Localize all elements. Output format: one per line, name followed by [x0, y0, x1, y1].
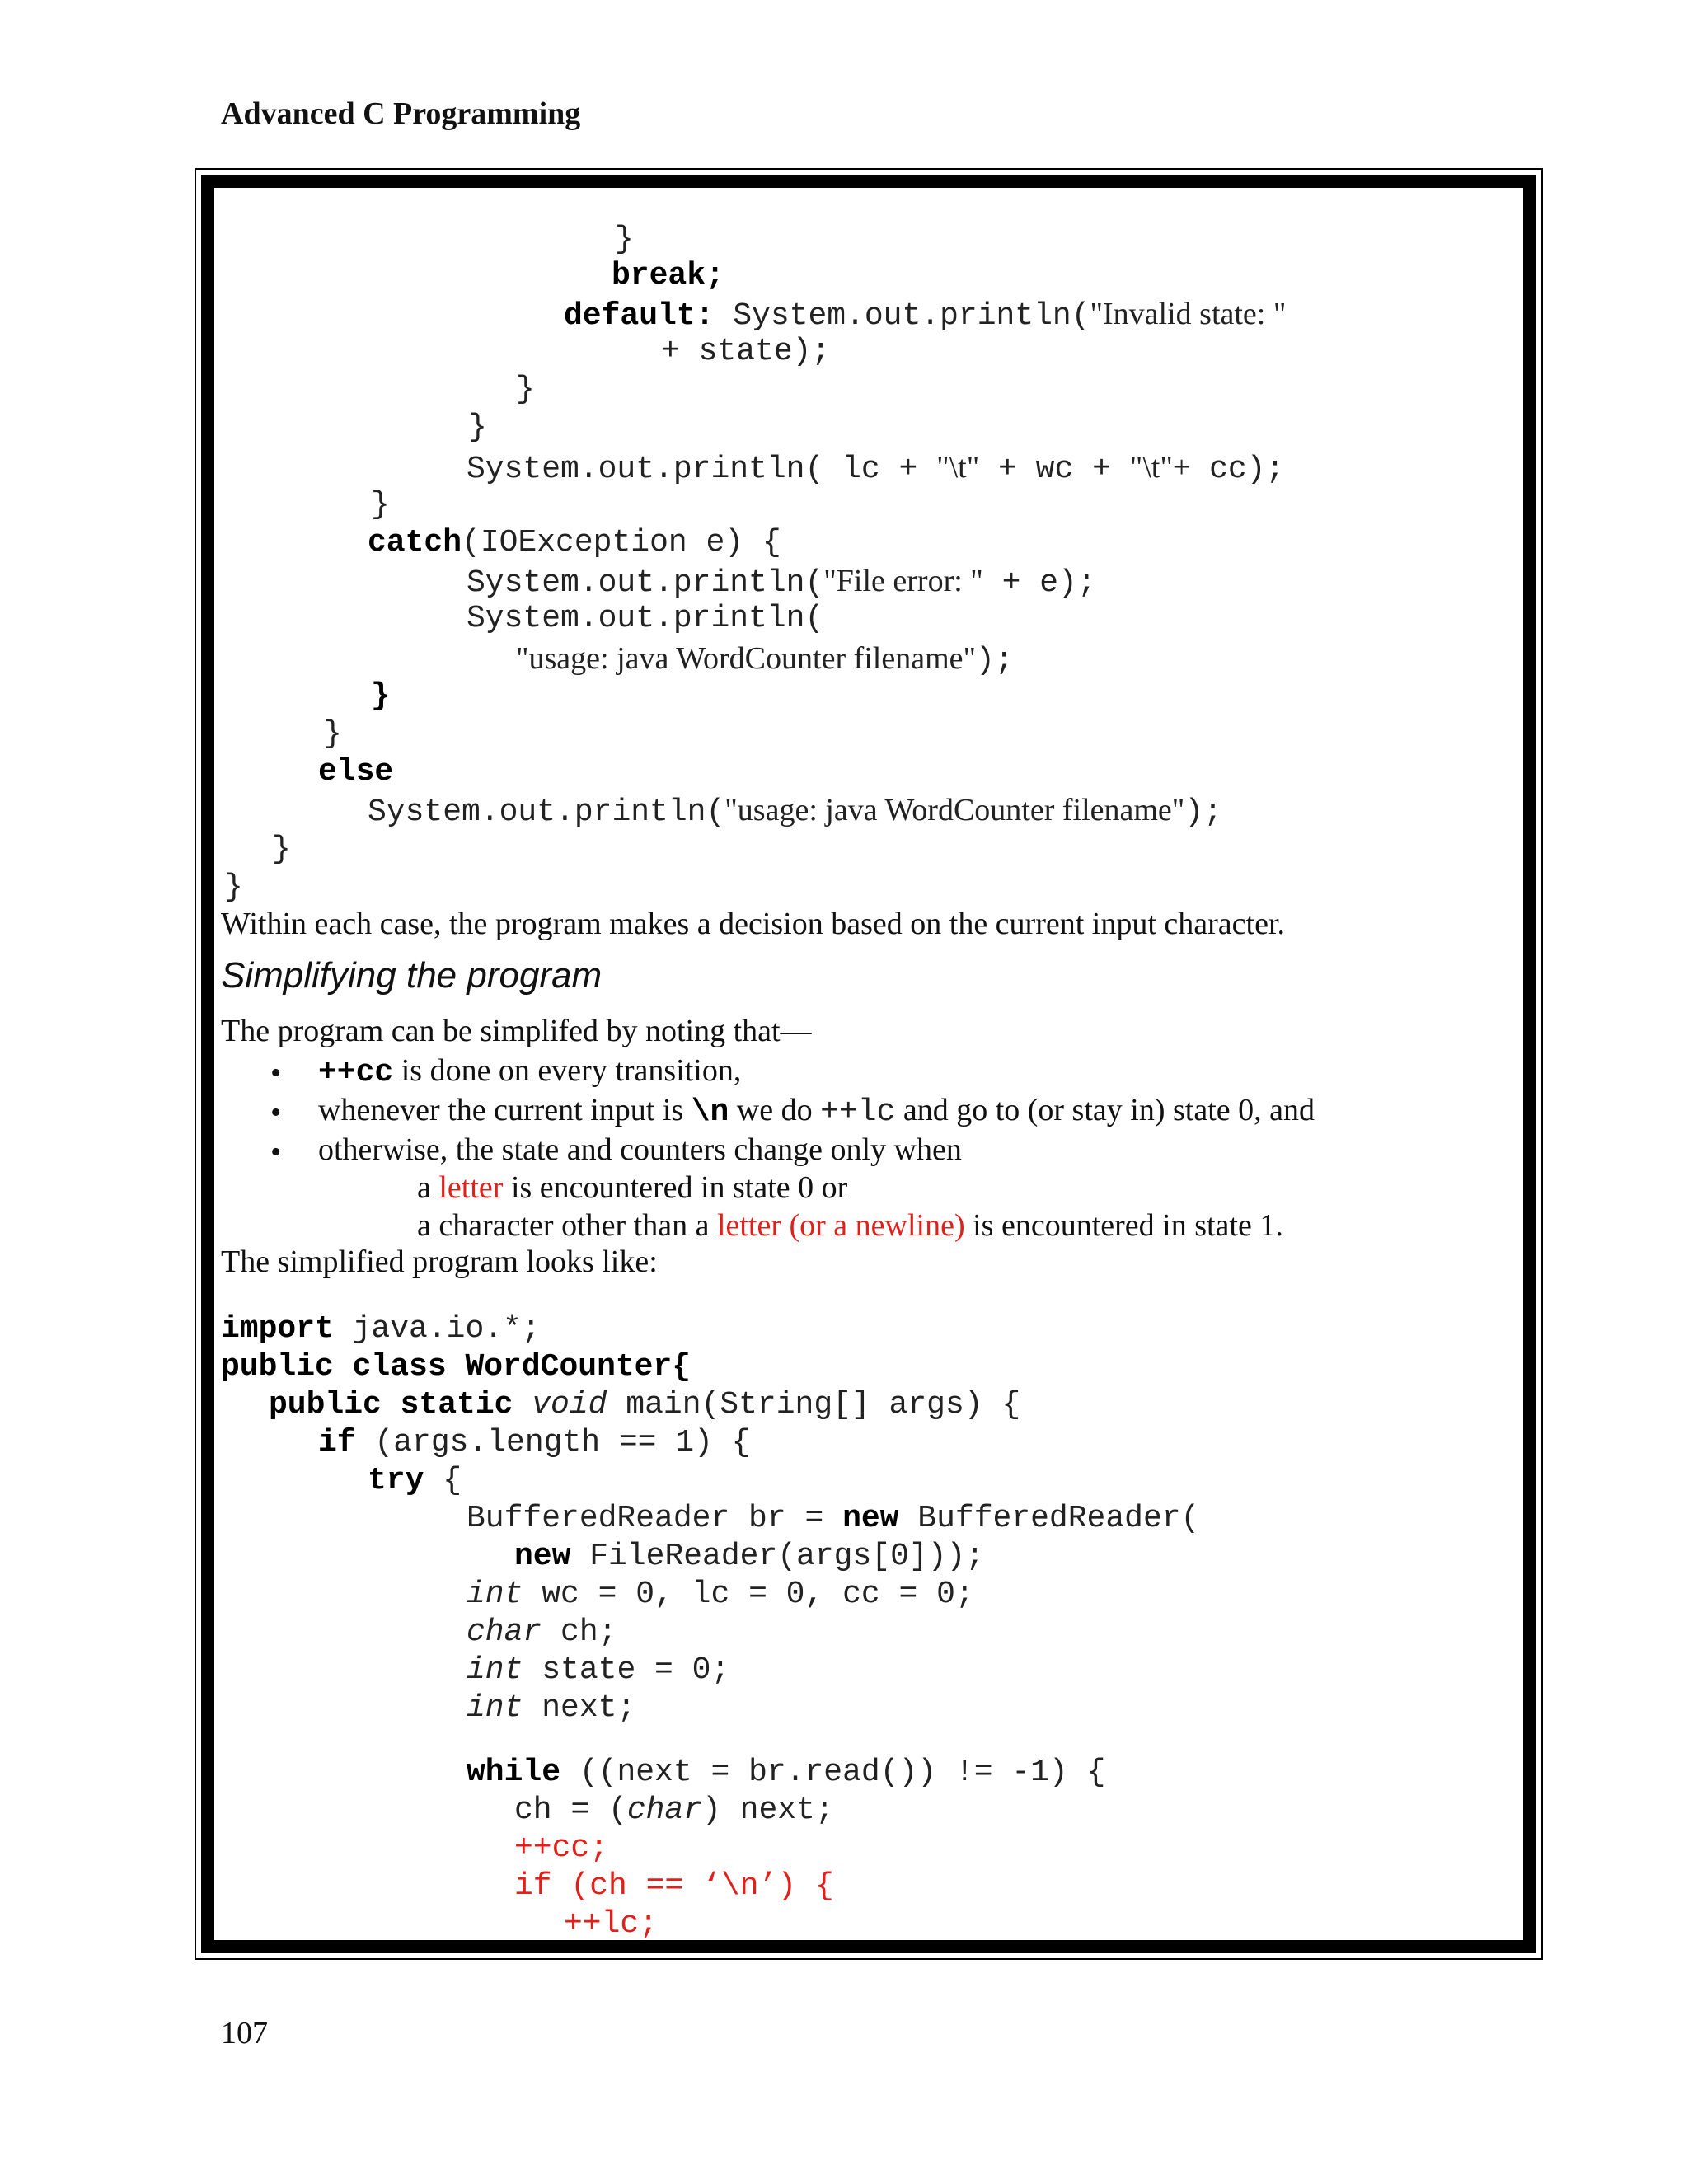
code-line: } — [371, 678, 390, 714]
sub-item: a letter is encountered in state 0 or — [417, 1170, 848, 1205]
code-line: } — [224, 869, 243, 905]
body-paragraph: The simplified program looks like: — [221, 1244, 658, 1279]
code-line: public class WordCounter{ — [221, 1349, 692, 1385]
code-line: + state); — [661, 334, 831, 369]
code-line: } — [272, 832, 291, 867]
code-line: new FileReader(args[0])); — [514, 1539, 985, 1574]
code-line: } — [615, 222, 634, 257]
code-line: try { — [368, 1463, 462, 1498]
code-line-highlight: if (ch == ‘\n’) { — [514, 1868, 834, 1904]
bullet-item: ++cc is done on every transition, — [318, 1053, 742, 1090]
code-line: System.out.println( lc + "\t" + wc + "\t"+ cc); — [467, 450, 1285, 487]
code-line: "usage: java WordCounter filename"); — [516, 641, 1014, 678]
code-line: } — [516, 372, 535, 407]
code-line: int wc = 0, lc = 0, cc = 0; — [467, 1577, 974, 1612]
code-line: if (args.length == 1) { — [318, 1425, 751, 1460]
body-paragraph: Within each case, the program makes a decision based on the current input character. — [221, 907, 1285, 941]
bullet-item: whenever the current input is \n we do ++lc and go to (or stay in) state 0, and — [318, 1093, 1315, 1130]
code-line: System.out.println( — [467, 601, 824, 636]
code-line: import java.io.*; — [221, 1311, 541, 1347]
code-line: } — [468, 410, 487, 445]
code-line: BufferedReader br = new BufferedReader( — [467, 1501, 1200, 1536]
code-line: } — [323, 716, 342, 752]
code-line: while ((next = br.read()) != -1) { — [467, 1755, 1106, 1790]
running-header: Advanced C Programming — [221, 96, 581, 131]
code-line: break; — [612, 258, 724, 293]
code-line-highlight: ++lc; — [564, 1906, 659, 1942]
code-line: default: System.out.println("Invalid state: " — [564, 297, 1287, 334]
bullet-item: otherwise, the state and counters change only when — [318, 1132, 962, 1167]
code-line: System.out.println("File error: " + e); — [467, 564, 1096, 601]
code-line: char ch; — [467, 1615, 617, 1650]
sub-item: a character other than a letter (or a newline) is encountered in state 1. — [417, 1208, 1283, 1243]
code-line: } — [371, 487, 390, 523]
code-line: ch = (char) next; — [514, 1793, 834, 1828]
code-line: public static void main(String[] args) { — [269, 1387, 1021, 1422]
bullet-glyph: • — [270, 1056, 282, 1090]
code-line: else — [318, 754, 394, 790]
code-line: catch(IOException e) { — [368, 525, 781, 560]
code-line: int state = 0; — [467, 1652, 730, 1688]
bullet-glyph: • — [270, 1095, 282, 1130]
page-number: 107 — [221, 2016, 268, 2050]
section-heading: Simplifying the program — [221, 955, 603, 996]
code-line-highlight: ++cc; — [514, 1830, 609, 1866]
body-paragraph: The program can be simplifed by noting that— — [221, 1014, 812, 1048]
bullet-glyph: • — [270, 1135, 282, 1169]
code-line: System.out.println("usage: java WordCounter filename"); — [368, 793, 1222, 830]
code-line: int next; — [467, 1690, 636, 1726]
